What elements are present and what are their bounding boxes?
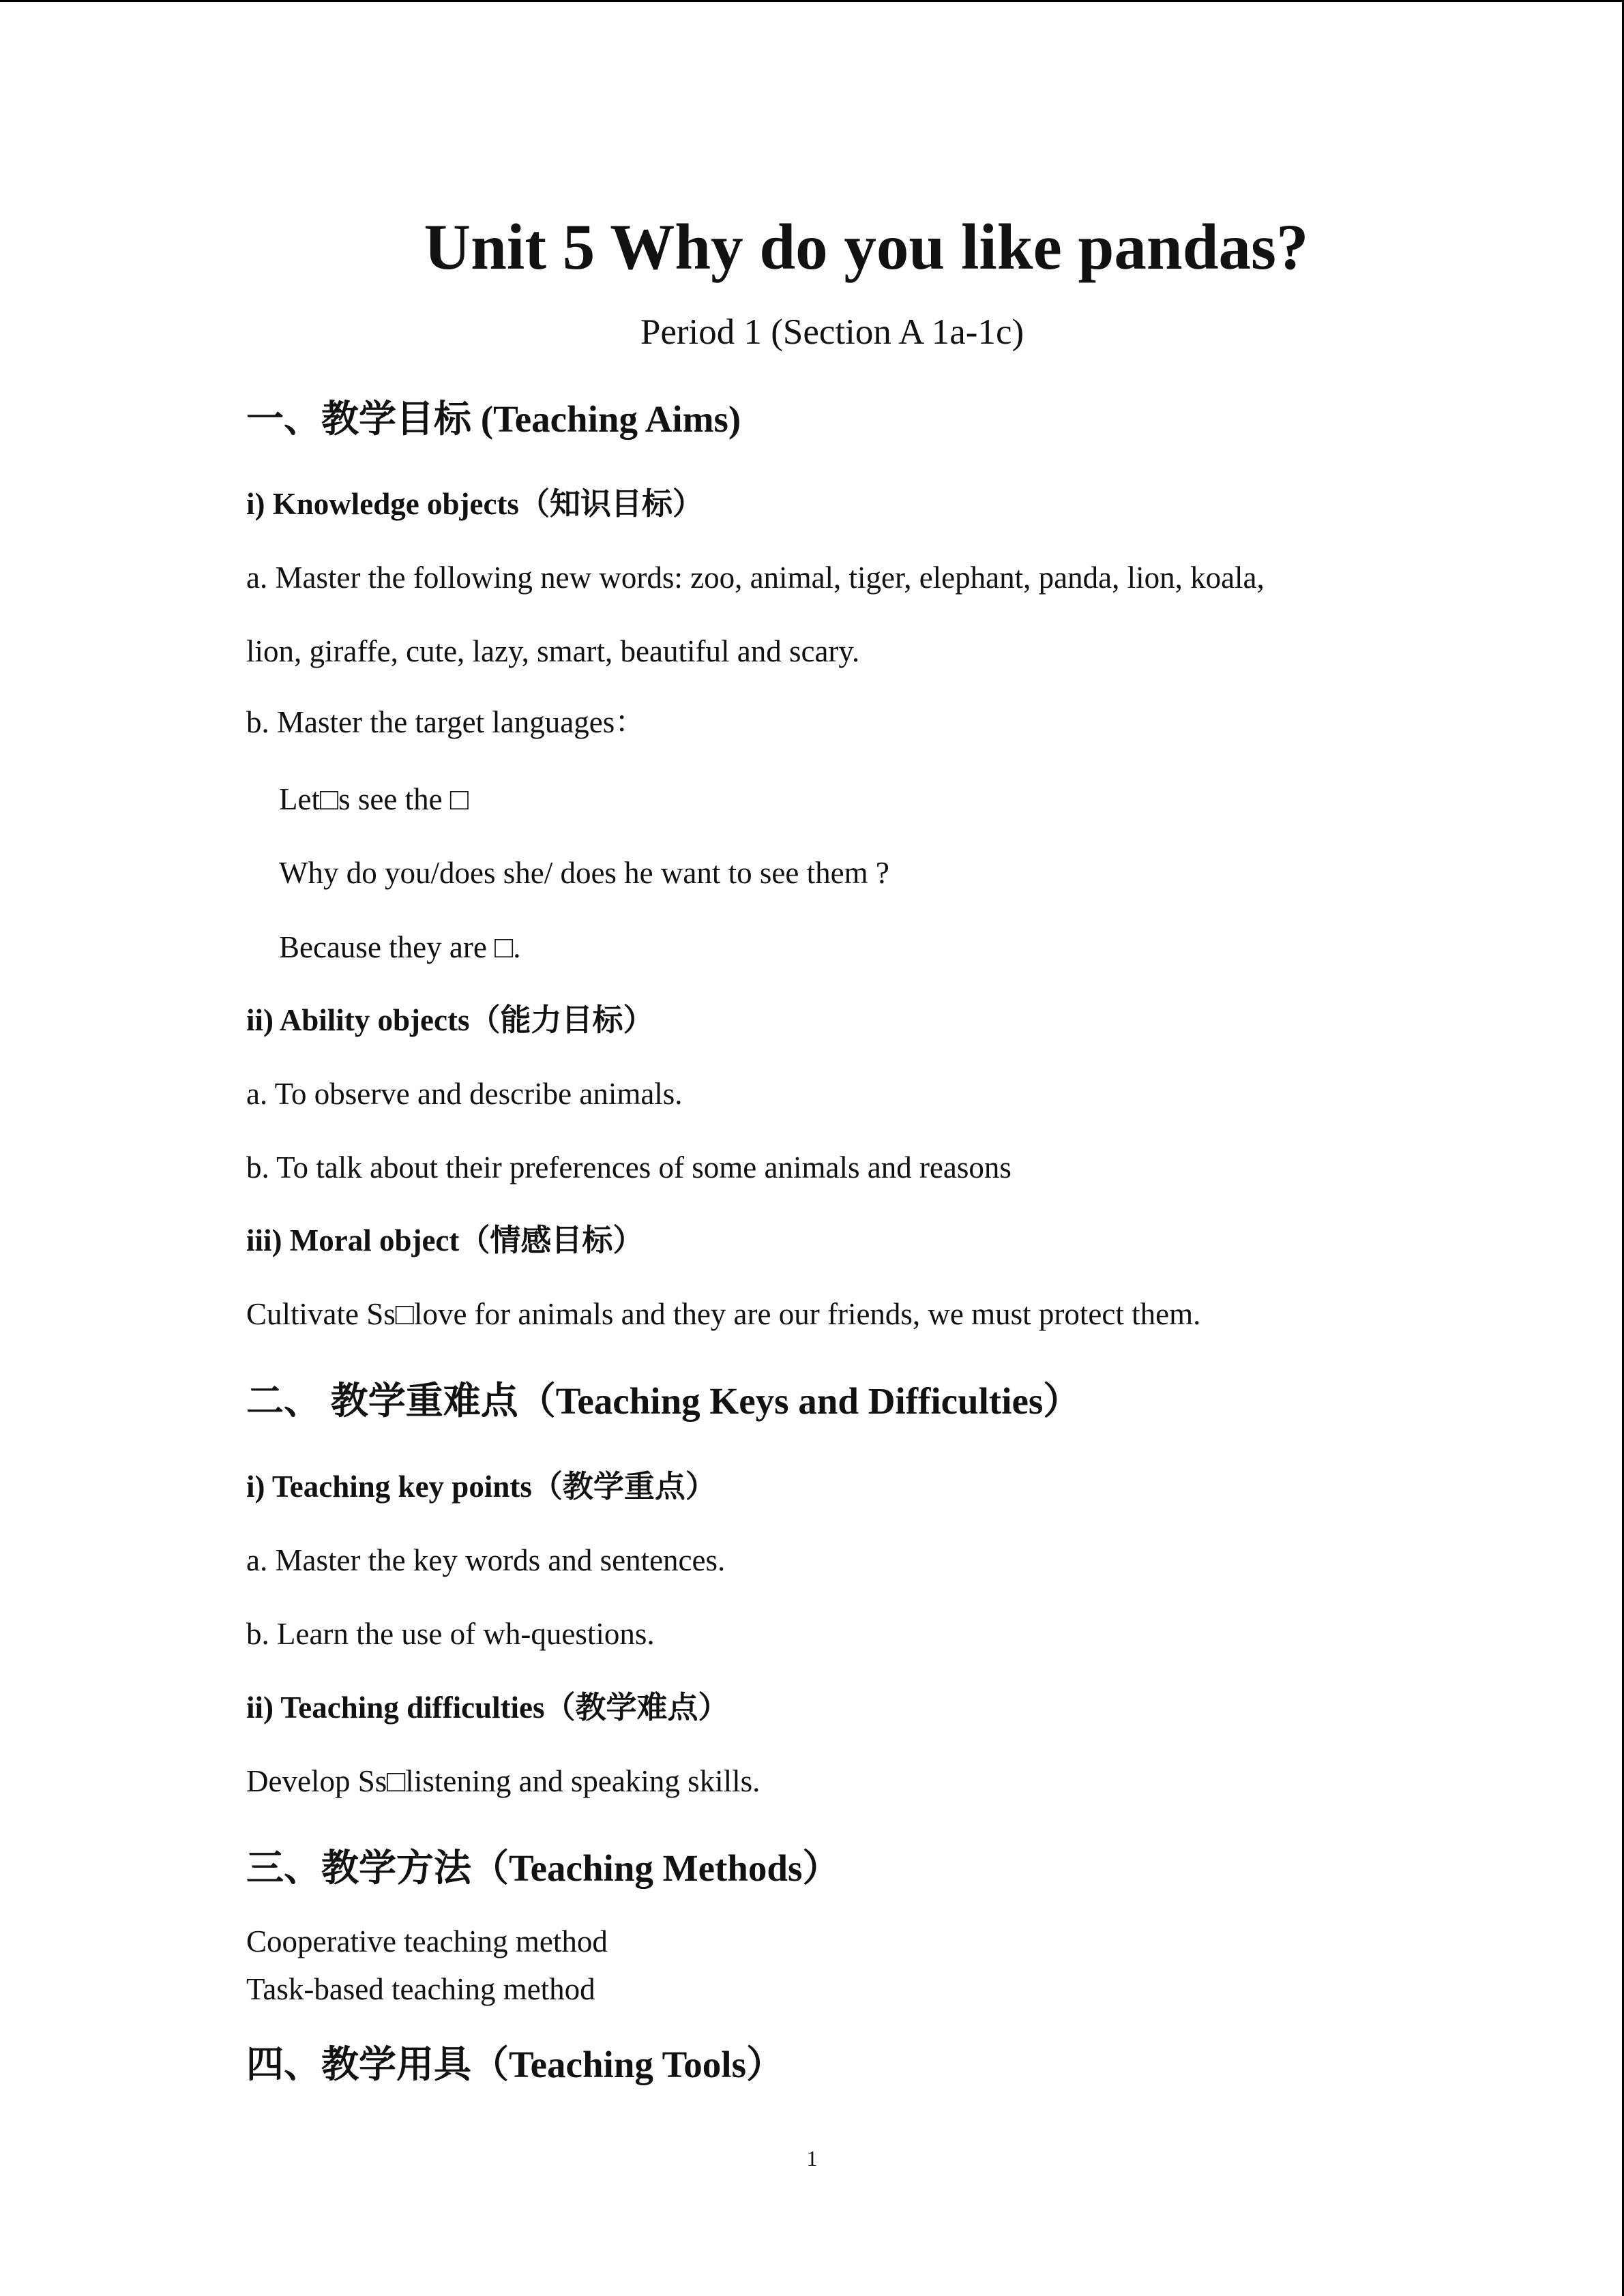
subheading-teaching-key-points: i) Teaching key points（教学重点） <box>246 1470 716 1504</box>
ability-item-a: a. To observe and describe animals. <box>246 1077 683 1111</box>
key-point-a: a. Master the key words and sentences. <box>246 1543 726 1577</box>
knowledge-item-b: b. Master the target languages： <box>246 705 646 739</box>
method-cooperative: Cooperative teaching method <box>246 1924 608 1958</box>
subheading-ability-objects: ii) Ability objects（能力目标） <box>246 1003 654 1037</box>
target-language-1: Let□s see the □ <box>279 782 469 816</box>
ability-item-b: b. To talk about their preferences of some animals and reasons <box>246 1150 1012 1184</box>
target-language-2: Why do you/does she/ does he want to see them ? <box>279 856 889 890</box>
key-point-b: b. Learn the use of wh-questions. <box>246 1617 655 1651</box>
document-subtitle: Period 1 (Section A 1a-1c) <box>640 312 1024 352</box>
subheading-knowledge-objects: i) Knowledge objects（知识目标） <box>246 487 703 521</box>
moral-object-text: Cultivate Ss□love for animals and they are our friends, we must protect them. <box>246 1297 1201 1331</box>
method-task-based: Task-based teaching method <box>246 1972 595 2006</box>
knowledge-item-a-line-1: a. Master the following new words: zoo, animal, tiger, elephant, panda, lion, koala, <box>246 561 1265 595</box>
subheading-teaching-difficulties: ii) Teaching difficulties（教学难点） <box>246 1690 729 1725</box>
page-number: 1 <box>806 2146 818 2171</box>
section-heading-teaching-aims: 一、教学目标 (Teaching Aims) <box>246 398 741 440</box>
target-language-3: Because they are □. <box>279 930 521 964</box>
section-heading-teaching-tools: 四、教学用具（Teaching Tools） <box>246 2044 784 2085</box>
section-heading-keys-difficulties: 二、 教学重难点（Teaching Keys and Difficulties） <box>246 1380 1081 1422</box>
section-heading-teaching-methods: 三、教学方法（Teaching Methods） <box>246 1847 840 1889</box>
subheading-moral-object: iii) Moral object（情感目标） <box>246 1223 644 1257</box>
difficulties-text: Develop Ss□listening and speaking skills. <box>246 1764 761 1798</box>
document-title: Unit 5 Why do you like pandas? <box>424 211 1309 283</box>
knowledge-item-a-line-2: lion, giraffe, cute, lazy, smart, beautiful and scary. <box>246 634 860 668</box>
